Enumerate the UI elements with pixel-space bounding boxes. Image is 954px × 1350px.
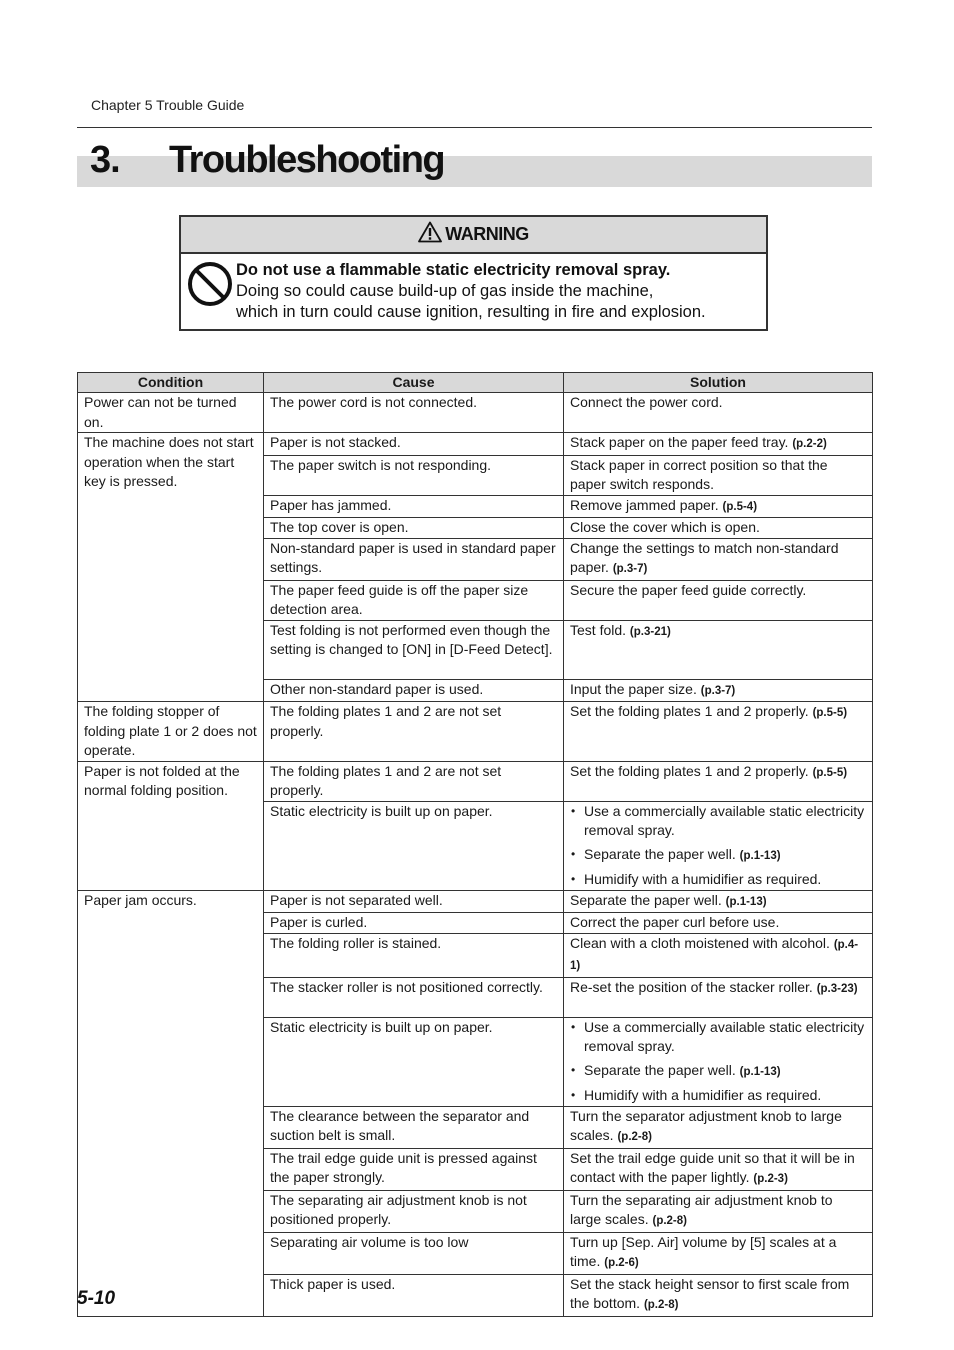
solution-cell: [564, 1232, 873, 1274]
solution-cell: [564, 1017, 873, 1106]
column-header-condition: Condition: [78, 373, 264, 393]
cause-cell: Paper is curled.: [264, 913, 564, 934]
page-reference: (p.3-23): [816, 982, 858, 995]
solution-text: Close the cover which is open.: [570, 519, 760, 535]
cause-cell: The paper switch is not responding.: [264, 455, 564, 495]
solution-text: Secure the paper feed guide correctly.: [570, 581, 807, 598]
solution-text: Set the trail edge guide unit so that it will be in contact with the paper lightly.: [570, 1149, 855, 1185]
cause-cell: The separating air adjustment knob is not positioned properly.: [264, 1190, 564, 1232]
solution-cell: [564, 620, 873, 679]
cause-cell: Paper is not separated well.: [264, 890, 564, 913]
solution-bullet: [570, 1086, 867, 1106]
solution-cell: [564, 679, 873, 702]
solution-cell: [564, 702, 873, 762]
page-reference: (p.5-5): [812, 707, 848, 719]
solution-text: Use a commercially available static electricity removal spray.: [584, 1018, 865, 1054]
page-reference: (p.1-13): [725, 895, 767, 908]
condition-cell: The folding stopper of folding plate 1 or 2 does not operate.: [78, 702, 264, 762]
page-reference: (p.3-21): [629, 625, 671, 638]
page-reference: (p.2-2): [792, 438, 827, 450]
cause-cell: The folding roller is stained.: [264, 933, 564, 977]
solution-cell: [564, 761, 873, 801]
page-title: Troubleshooting: [169, 139, 445, 181]
column-header-solution: Solution: [564, 373, 873, 393]
table-row: [78, 433, 873, 456]
solution-bullet: [570, 1018, 867, 1057]
header-divider: [77, 127, 872, 128]
page-reference: (p.2-8): [617, 1131, 652, 1143]
table-row: [78, 393, 873, 433]
condition-cell: Paper is not folded at the normal folding position.: [78, 761, 264, 890]
solution-text: Separate the paper well.: [584, 845, 736, 862]
table-body: [78, 393, 873, 1317]
table-header-row: [78, 373, 873, 393]
solution-bullet: [570, 1061, 867, 1083]
page-reference: (p.3-7): [700, 684, 736, 697]
cause-cell: The trail edge guide unit is pressed against the paper strongly.: [264, 1148, 564, 1190]
solution-text: Separate the paper well.: [570, 891, 722, 908]
page-number: 5-10: [77, 1288, 116, 1309]
cause-cell: The power cord is not connected.: [264, 393, 564, 433]
solution-cell: [564, 933, 873, 977]
page-reference: (p.1-13): [739, 849, 781, 862]
page-reference: (p.2-6): [604, 1257, 639, 1269]
solution-text: Remove jammed paper.: [570, 496, 719, 513]
solution-text: Input the paper size.: [570, 680, 697, 697]
cause-cell: Static electricity is built up on paper.: [264, 1017, 564, 1106]
solution-cell: [564, 495, 873, 518]
page-reference: (p.3-7): [612, 563, 648, 575]
cause-cell: Static electricity is built up on paper.: [264, 801, 564, 890]
solution-bullet-list: [570, 802, 867, 890]
cause-cell: Paper has jammed.: [264, 495, 564, 518]
solution-text: Set the stack height sensor to first scale from the bottom.: [570, 1275, 850, 1311]
solution-bullet: [570, 845, 867, 867]
solution-cell: [564, 455, 873, 495]
warning-heading: Do not use a flammable static electricity removal spray.: [236, 261, 671, 279]
warning-line-1: Doing so could cause build-up of gas inside the machine,: [236, 282, 654, 300]
prohibited-icon: [187, 261, 233, 312]
solution-text: Separate the paper well.: [584, 1061, 736, 1078]
cause-cell: Paper is not stacked.: [264, 433, 564, 456]
warning-body: [181, 254, 766, 329]
page-reference: (p.2-3): [753, 1173, 788, 1185]
solution-text: Re-set the position of the stacker roller.: [570, 978, 813, 995]
solution-cell: [564, 393, 873, 433]
condition-cell: The machine does not start operation when the start key is pressed.: [78, 433, 264, 702]
solution-text: Set the folding plates 1 and 2 properly.: [570, 703, 809, 719]
solution-bullet: [570, 802, 867, 841]
solution-cell: [564, 1106, 873, 1148]
solution-cell: [564, 890, 873, 913]
solution-cell: [564, 977, 873, 1017]
condition-cell: Power can not be turned on.: [78, 393, 264, 433]
solution-text: Use a commercially available static electricity removal spray.: [584, 802, 865, 838]
solution-text: Change the settings to match non-standard paper.: [570, 539, 839, 575]
cause-cell: Separating air volume is too low: [264, 1232, 564, 1274]
warning-line-2: which in turn could cause ignition, resulting in fire and explosion.: [236, 303, 706, 321]
page-reference: (p.5-5): [812, 766, 848, 779]
solution-text: Humidify with a humidifier as required.: [584, 871, 822, 887]
solution-cell: [564, 913, 873, 934]
page-reference: (p.4-1): [570, 938, 859, 972]
solution-text: Humidify with a humidifier as required.: [584, 1087, 822, 1103]
page-reference: (p.2-8): [652, 1215, 687, 1227]
cause-cell: The clearance between the separator and suction belt is small.: [264, 1106, 564, 1148]
chapter-header: Chapter 5 Trouble Guide: [91, 97, 245, 113]
cause-cell: The folding plates 1 and 2 are not set properly.: [264, 761, 564, 801]
column-header-cause: Cause: [264, 373, 564, 393]
solution-text: Turn the separating air adjustment knob to large scales.: [570, 1191, 833, 1227]
solution-text: Set the folding plates 1 and 2 properly.: [570, 762, 809, 779]
cause-cell: Test folding is not performed even though the setting is changed to [ON] in [D-Feed Detect].: [264, 620, 564, 679]
warning-label: WARNING: [445, 224, 529, 244]
troubleshooting-table: [77, 372, 873, 1317]
section-number: 3.: [90, 139, 120, 181]
solution-text: Turn the separator adjustment knob to large scales.: [570, 1107, 842, 1143]
condition-cell: Paper jam occurs.: [78, 890, 264, 1316]
solution-text: Stack paper in correct position so that the paper switch responds.: [570, 456, 828, 492]
solution-cell: [564, 538, 873, 580]
solution-text: Turn up [Sep. Air] volume by [5] scales at a time.: [570, 1233, 837, 1269]
solution-cell: [564, 1148, 873, 1190]
solution-text: Test fold.: [570, 621, 627, 638]
cause-cell: Thick paper is used.: [264, 1274, 564, 1316]
solution-cell: [564, 433, 873, 456]
cause-cell: The folding plates 1 and 2 are not set properly.: [264, 702, 564, 762]
table-row: [78, 761, 873, 801]
cause-cell: Other non-standard paper is used.: [264, 679, 564, 702]
warning-text: [236, 260, 706, 323]
cause-cell: Non-standard paper is used in standard paper settings.: [264, 538, 564, 580]
warning-header: [181, 217, 766, 254]
solution-bullet-list: [570, 1018, 867, 1106]
page-reference: (p.1-13): [739, 1065, 781, 1078]
solution-cell: [564, 1274, 873, 1316]
solution-cell: [564, 1190, 873, 1232]
cause-cell: The paper feed guide is off the paper size detection area.: [264, 580, 564, 620]
cause-cell: The stacker roller is not positioned correctly.: [264, 977, 564, 1017]
solution-cell: [564, 801, 873, 890]
warning-box: [179, 215, 768, 331]
solution-bullet: [570, 870, 867, 890]
cause-cell: The top cover is open.: [264, 518, 564, 539]
solution-cell: [564, 518, 873, 539]
solution-text: Correct the paper curl before use.: [570, 914, 780, 930]
solution-text: Clean with a cloth moistened with alcohol.: [570, 934, 830, 951]
table-row: [78, 702, 873, 762]
solution-text: Stack paper on the paper feed tray.: [570, 434, 789, 450]
page-reference: (p.5-4): [722, 500, 758, 513]
solution-cell: [564, 580, 873, 620]
table-row: [78, 890, 873, 913]
page-reference: (p.2-8): [643, 1299, 679, 1311]
solution-text: Connect the power cord.: [570, 394, 723, 410]
warning-triangle-icon: [418, 221, 442, 248]
